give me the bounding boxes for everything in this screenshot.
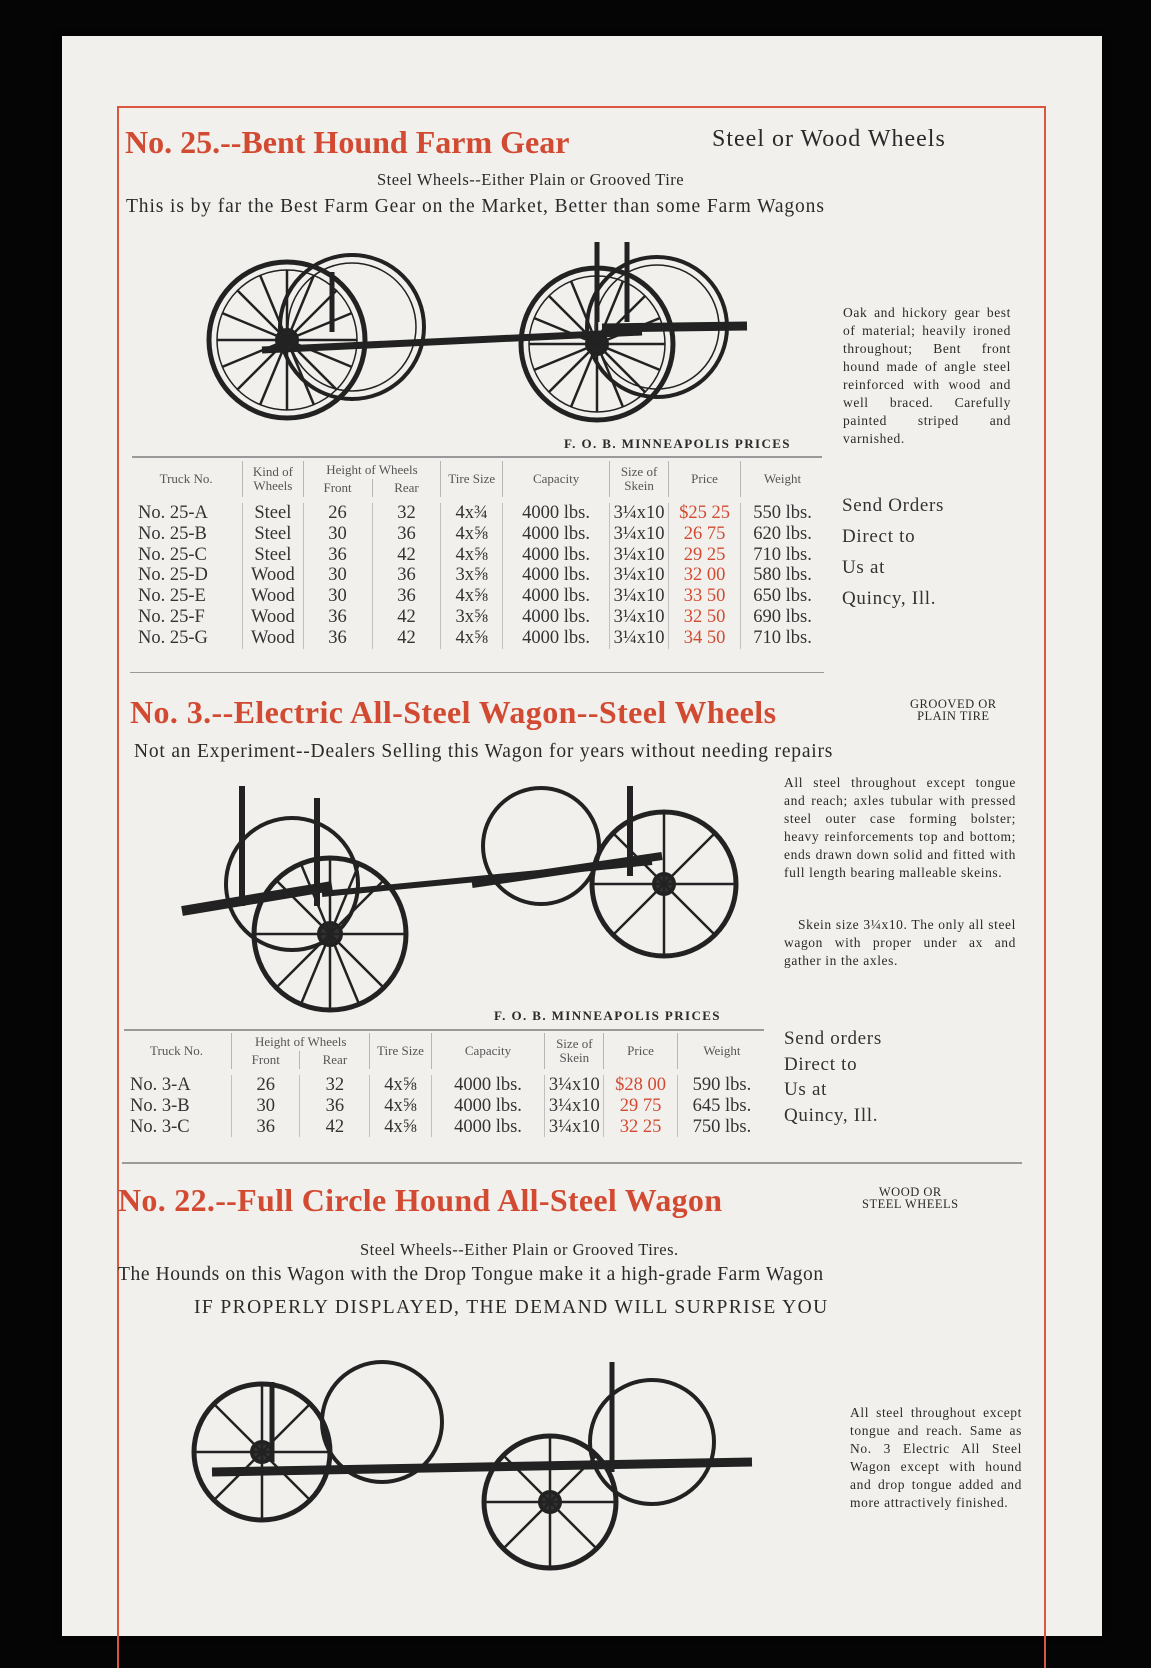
table-cell: 3¼x10 xyxy=(610,503,669,524)
table-cell: 4000 lbs. xyxy=(503,628,610,649)
table-cell: $25 25 xyxy=(668,503,740,524)
table-cell: 3¼x10 xyxy=(610,607,669,628)
table-cell: 32 25 xyxy=(604,1117,678,1138)
col-capacity: Capacity xyxy=(431,1033,545,1069)
table-cell: 4x⅝ xyxy=(441,586,503,607)
table-cell: 4000 lbs. xyxy=(503,545,610,566)
col-price: Price xyxy=(668,461,740,497)
table-row xyxy=(130,586,824,607)
table-cell: No. 25-B xyxy=(138,523,207,544)
table-cell: 650 lbs. xyxy=(741,586,824,607)
table-cell: 42 xyxy=(372,607,441,628)
table-cell: 710 lbs. xyxy=(741,628,824,649)
table-cell: 29 75 xyxy=(604,1096,678,1117)
table-row xyxy=(122,1096,766,1117)
col-size-of-skein: Size of Skein xyxy=(610,461,669,497)
table-cell: 4x⅝ xyxy=(441,545,503,566)
table-cell: 32 xyxy=(372,503,441,524)
catalog-sheet xyxy=(62,36,1102,1636)
table-cell: 580 lbs. xyxy=(741,565,824,586)
table-cell: 4000 lbs. xyxy=(503,503,610,524)
table-cell: 4000 lbs. xyxy=(431,1096,545,1117)
table-cell: No. 25-E xyxy=(138,586,206,607)
table-cell: 30 xyxy=(303,586,372,607)
table-cell: 645 lbs. xyxy=(677,1096,766,1117)
section-3-description: All steel throughout except tongue and reach; axles tubular with pressed steel outer case forming bolster; heavy reinforcements top and bottom; ends drawn down solid and fitted with full length bearing malleable skeins. xyxy=(784,775,1016,880)
send-orders-line: Quincy, Ill. xyxy=(784,1104,879,1126)
table-cell: 36 xyxy=(300,1096,370,1117)
section-22-title: No. 22.--Full Circle Hound All-Steel Wagon xyxy=(118,1182,723,1218)
section-3-prices-label: F. O. B. MINNEAPOLIS PRICES xyxy=(494,1008,721,1023)
section-3-rule-top xyxy=(124,1029,764,1031)
section-3-price-table xyxy=(122,1033,766,1137)
table-cell: 34 50 xyxy=(668,628,740,649)
table-cell: 4000 lbs. xyxy=(431,1117,545,1138)
table-cell: 550 lbs. xyxy=(741,503,824,524)
section-3-title: No. 3.--Electric All-Steel Wagon--Steel Wheels xyxy=(130,694,777,730)
section-22-tagline: The Hounds on this Wagon with the Drop Tongue make it a high-grade Farm Wagon xyxy=(118,1264,824,1285)
table-cell: 3x⅝ xyxy=(441,565,503,586)
table-cell: No. 25-F xyxy=(138,606,205,627)
section-25-price-table xyxy=(130,461,824,649)
table-cell: 32 50 xyxy=(668,607,740,628)
table-cell: 590 lbs. xyxy=(677,1075,766,1096)
table-cell: 36 xyxy=(303,628,372,649)
section-25-title: No. 25.--Bent Hound Farm Gear xyxy=(125,124,570,160)
table-cell: 30 xyxy=(232,1096,300,1117)
section-25-prices-label: F. O. B. MINNEAPOLIS PRICES xyxy=(564,436,791,451)
send-orders-line: Send Orders xyxy=(842,495,945,516)
table-cell: Wood xyxy=(243,607,303,628)
table-cell: 750 lbs. xyxy=(677,1117,766,1138)
section-3-tagline: Not an Experiment--Dealers Selling this Wagon for years without needing repairs xyxy=(134,741,834,762)
wheels-note-line: GROOVED OR xyxy=(910,697,997,711)
table-cell: 26 xyxy=(232,1075,300,1096)
table-cell: 4000 lbs. xyxy=(431,1075,545,1096)
table-cell: 36 xyxy=(372,586,441,607)
section-25-description: Oak and hickory gear best of material; heavily ironed throughout; Bent front hound made of angle steel reinforced with wood and well braced. Carefully painted striped and varnished. xyxy=(843,305,1011,446)
table-cell: 4x⅝ xyxy=(370,1096,431,1117)
table-cell: No. 25-A xyxy=(138,503,208,523)
table-cell: Wood xyxy=(243,628,303,649)
col-kind-of-wheels: Kind of Wheels xyxy=(243,461,303,497)
table-cell: 4x⅝ xyxy=(441,628,503,649)
send-orders-line: Quincy, Ill. xyxy=(842,588,937,609)
table-row xyxy=(122,1075,766,1096)
table-cell: 32 xyxy=(300,1075,370,1096)
send-orders-line: Direct to xyxy=(842,526,916,547)
table-cell: 4x⅝ xyxy=(370,1075,431,1096)
section-22-wheels-note xyxy=(862,1186,959,1210)
table-cell: Wood xyxy=(243,565,303,586)
table-row xyxy=(130,628,824,649)
table-cell: 30 xyxy=(303,524,372,545)
col-weight: Weight xyxy=(741,461,824,497)
table-row xyxy=(130,545,824,566)
section-25-tagline: This is by far the Best Farm Gear on the Market, Better than some Farm Wagons xyxy=(126,196,825,217)
section-25-wheels-note: Steel or Wood Wheels xyxy=(712,126,946,152)
table-cell: 690 lbs. xyxy=(741,607,824,628)
table-cell: 3¼x10 xyxy=(545,1117,604,1138)
table-row xyxy=(130,607,824,628)
table-cell: 710 lbs. xyxy=(741,545,824,566)
table-cell: 42 xyxy=(300,1117,370,1138)
section-25-subtitle: Steel Wheels--Either Plain or Grooved Tire xyxy=(377,170,685,189)
section-3-send-orders xyxy=(784,1026,882,1128)
table-cell: 3¼x10 xyxy=(545,1096,604,1117)
table-cell: 4x⅝ xyxy=(441,524,503,545)
col-height-of-wheels: Height of Wheels xyxy=(232,1033,370,1051)
table-cell: No. 3-A xyxy=(130,1075,191,1095)
table-cell: 3¼x10 xyxy=(545,1075,604,1096)
section-3-wheels-note xyxy=(910,698,997,722)
section-22-subtitle: Steel Wheels--Either Plain or Grooved Tires. xyxy=(360,1240,679,1259)
table-cell: No. 25-C xyxy=(138,544,207,565)
table-cell: 620 lbs. xyxy=(741,524,824,545)
table-cell: No. 3-C xyxy=(130,1116,190,1137)
section-25-rule-top xyxy=(132,456,822,458)
table-cell: 3¼x10 xyxy=(610,524,669,545)
col-tire-size: Tire Size xyxy=(441,461,503,497)
col-weight: Weight xyxy=(677,1033,766,1069)
col-height-of-wheels: Height of Wheels xyxy=(303,461,441,479)
section-25-send-orders xyxy=(842,490,944,614)
table-cell: 36 xyxy=(303,607,372,628)
col-tire-size: Tire Size xyxy=(370,1033,431,1069)
table-cell: 26 xyxy=(303,503,372,524)
col-front: Front xyxy=(232,1051,300,1069)
col-truck-no: Truck No. xyxy=(159,471,213,486)
table-cell: 36 xyxy=(372,565,441,586)
section-3-rule-bottom xyxy=(122,1162,1022,1164)
table-row xyxy=(130,565,824,586)
wheels-note-line: WOOD OR xyxy=(878,1185,942,1199)
table-cell: Wood xyxy=(243,586,303,607)
table-row xyxy=(130,524,824,545)
col-rear: Rear xyxy=(372,479,441,497)
bent-hound-farm-gear-illustration xyxy=(202,232,762,432)
table-cell: 42 xyxy=(372,545,441,566)
electric-all-steel-wagon-illustration xyxy=(172,776,792,1016)
table-cell: 4x¾ xyxy=(441,503,503,524)
table-cell: 3¼x10 xyxy=(610,628,669,649)
wheels-note-line: PLAIN TIRE xyxy=(917,709,990,723)
wheels-note-line: STEEL WHEELS xyxy=(862,1197,959,1211)
table-cell: No. 3-B xyxy=(130,1095,190,1116)
table-cell: 4000 lbs. xyxy=(503,586,610,607)
full-circle-hound-wagon-illustration xyxy=(192,1352,812,1602)
table-cell: 33 50 xyxy=(668,586,740,607)
section-22-description: All steel throughout except tongue and reach. Same as No. 3 Electric All Steel Wagon except with hound and drop tongue added and more attractively finished. xyxy=(850,1405,1022,1510)
table-cell: 3¼x10 xyxy=(610,545,669,566)
table-row xyxy=(122,1117,766,1138)
table-cell: 4000 lbs. xyxy=(503,607,610,628)
table-cell: $28 00 xyxy=(604,1075,678,1096)
section-3-description-2: Skein size 3¼x10. The only all steel wagon with proper under ax and gather in the axles. xyxy=(784,917,1016,968)
table-cell: Steel xyxy=(243,545,303,566)
table-cell: 4000 lbs. xyxy=(503,524,610,545)
send-orders-line: Us at xyxy=(784,1079,828,1100)
table-cell: 3x⅝ xyxy=(441,607,503,628)
col-capacity: Capacity xyxy=(503,461,610,497)
table-cell: 4000 lbs. xyxy=(503,565,610,586)
col-rear: Rear xyxy=(300,1051,370,1069)
table-cell: 36 xyxy=(303,545,372,566)
table-cell: 29 25 xyxy=(668,545,740,566)
send-orders-line: Us at xyxy=(842,557,886,578)
table-cell: No. 25-D xyxy=(138,565,208,586)
section-22-tagline-2: IF PROPERLY DISPLAYED, THE DEMAND WILL SURPRISE YOU xyxy=(194,1297,829,1318)
table-cell: 42 xyxy=(372,628,441,649)
col-front: Front xyxy=(303,479,372,497)
section-25-rule-bottom xyxy=(130,672,824,673)
table-cell: Steel xyxy=(243,503,303,524)
table-cell: 36 xyxy=(372,524,441,545)
table-cell: 30 xyxy=(303,565,372,586)
send-orders-line: Send orders xyxy=(784,1028,882,1049)
send-orders-line: Direct to xyxy=(784,1053,858,1075)
table-cell: Steel xyxy=(243,524,303,545)
table-cell: No. 25-G xyxy=(138,627,208,648)
col-price: Price xyxy=(604,1033,678,1069)
col-truck-no: Truck No. xyxy=(150,1043,204,1058)
table-cell: 4x⅝ xyxy=(370,1117,431,1138)
col-size-of-skein: Size of Skein xyxy=(545,1033,604,1069)
table-cell: 3¼x10 xyxy=(610,586,669,607)
table-cell: 26 75 xyxy=(668,524,740,545)
table-row xyxy=(130,503,824,524)
table-cell: 36 xyxy=(232,1117,300,1138)
table-cell: 32 00 xyxy=(668,565,740,586)
table-cell: 3¼x10 xyxy=(610,565,669,586)
